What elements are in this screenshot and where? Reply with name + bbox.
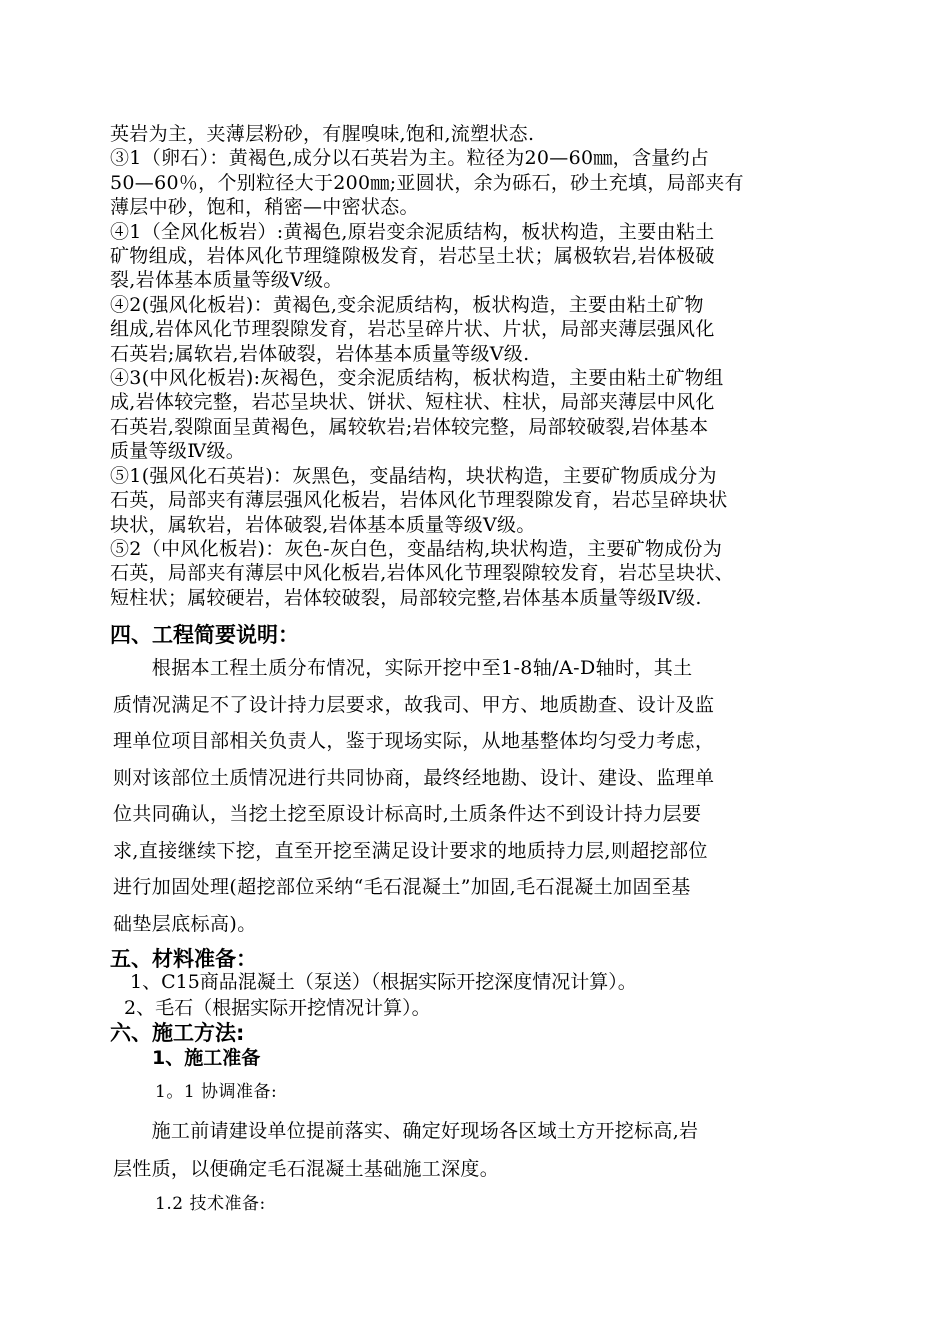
text-line: ④2(强风化板岩)：黄褐色,变余泥质结构，板状构造，主要由粘土矿物	[110, 293, 704, 316]
material-item: 1、C15商品混凝土（泵送）（根据实际开挖深度情况计算）。	[130, 971, 637, 993]
text-line: 成,岩体较完整，岩芯呈块状、饼状、短柱状、柱状，局部夹薄层中风化	[110, 391, 715, 414]
text-line: 础垫层底标高)。	[113, 912, 257, 935]
text-line: 薄层中砂，饱和，稍密—中密状态。	[110, 196, 419, 219]
subsection-heading: 1、施工准备	[152, 1047, 261, 1069]
material-item: 2、毛石（根据实际开挖情况计算）。	[124, 997, 431, 1019]
text-line: 施工前请建设单位提前落实、确定好现场各区域土方开挖标高,岩	[113, 1120, 699, 1142]
text-line: 短柱状；属较硬岩，岩体较破裂，局部较完整,岩体基本质量等级Ⅳ级.	[110, 586, 702, 609]
text-line: 矿物组成，岩体风化节理缝隙极发育，岩芯呈土状；属极软岩,岩体极破	[110, 245, 715, 268]
subsection-heading: 1。1 协调准备:	[155, 1082, 278, 1102]
text-line: 50—60％，个别粒径大于200㎜;亚圆状，余为砾石，砂土充填，局部夹有	[110, 171, 744, 194]
text-line: 石英岩;属软岩,岩体破裂，岩体基本质量等级Ⅴ级.	[110, 342, 530, 365]
text-line: ③1（卵石）：黄褐色,成分以石英岩为主。粒径为20—60㎜，含量约占	[110, 147, 710, 170]
text-line: 进行加固处理(超挖部位采纳“毛石混凝土”加固,毛石混凝土加固至基	[113, 876, 691, 898]
text-line: 石英，局部夹有薄层中风化板岩,岩体风化节理裂隙较发育，岩芯呈块状、	[110, 562, 734, 585]
text-line: ⑤2（中风化板岩)：灰色-灰白色，变晶结构,块状构造，主要矿物成份为	[110, 537, 723, 560]
text-line: ④3(中风化板岩):灰褐色，变余泥质结构，板状构造，主要由粘土矿物组	[110, 367, 724, 390]
text-line: 求,直接继续下挖，直至开挖至满足设计要求的地质持力层,则超挖部位	[113, 839, 708, 862]
text-line: 石英岩,裂隙面呈黄褐色，属较软岩;岩体较完整，局部较破裂,岩体基本	[110, 415, 709, 438]
section-6-heading: 六、施工方法:	[110, 1021, 245, 1045]
text-line: 石英，局部夹有薄层强风化板岩，岩体风化节理裂隙发育，岩芯呈碎块状	[110, 489, 728, 512]
text-line: 英岩为主，夹薄层粉砂，有腥嗅味,饱和,流塑状态.	[110, 123, 535, 145]
text-line: 质量等级Ⅳ级。	[110, 440, 246, 463]
text-line: 则对该部位土质情况进行共同协商，最终经地勘、设计、建设、监理单	[113, 766, 715, 789]
text-line: 层性质，以便确定毛石混凝土基础施工深度。	[113, 1158, 500, 1180]
section-4-heading: 四、工程简要说明：	[110, 623, 299, 647]
geology-description	[110, 122, 845, 610]
paragraph	[113, 1112, 823, 1188]
text-line: 组成,岩体风化节理裂隙发育，岩芯呈碎片状、片状，局部夹薄层强风化	[110, 318, 715, 341]
section-5-heading: 五、材料准备：	[110, 947, 257, 971]
subsection-heading: 1.2 技术准备:	[155, 1194, 266, 1214]
section-4-body	[113, 650, 813, 942]
text-line: 理单位项目部相关负责人，鉴于现场实际，从地基整体均匀受力考虑，	[113, 730, 715, 752]
text-line: 块状，属软岩，岩体破裂,岩体基本质量等级Ⅴ级。	[110, 513, 536, 536]
text-line: ④1（全风化板岩）:黄褐色,原岩变余泥质结构，板状构造，主要由粘土	[110, 220, 715, 243]
text-line: 根据本工程土质分布情况，实际开挖中至1-8轴/A-D轴时，其土	[113, 657, 693, 679]
text-line: 裂,岩体基本质量等级Ⅴ级。	[110, 269, 343, 292]
text-line: 位共同确认，当挖土挖至原设计标高时,土质条件达不到设计持力层要	[113, 803, 702, 825]
text-line: 质情况满足不了设计持力层要求，故我司、甲方、地质勘查、设计及监	[113, 693, 715, 716]
text-line: ⑤1(强风化石英岩)：灰黑色，变晶结构，块状构造，主要矿物质成分为	[110, 464, 717, 487]
